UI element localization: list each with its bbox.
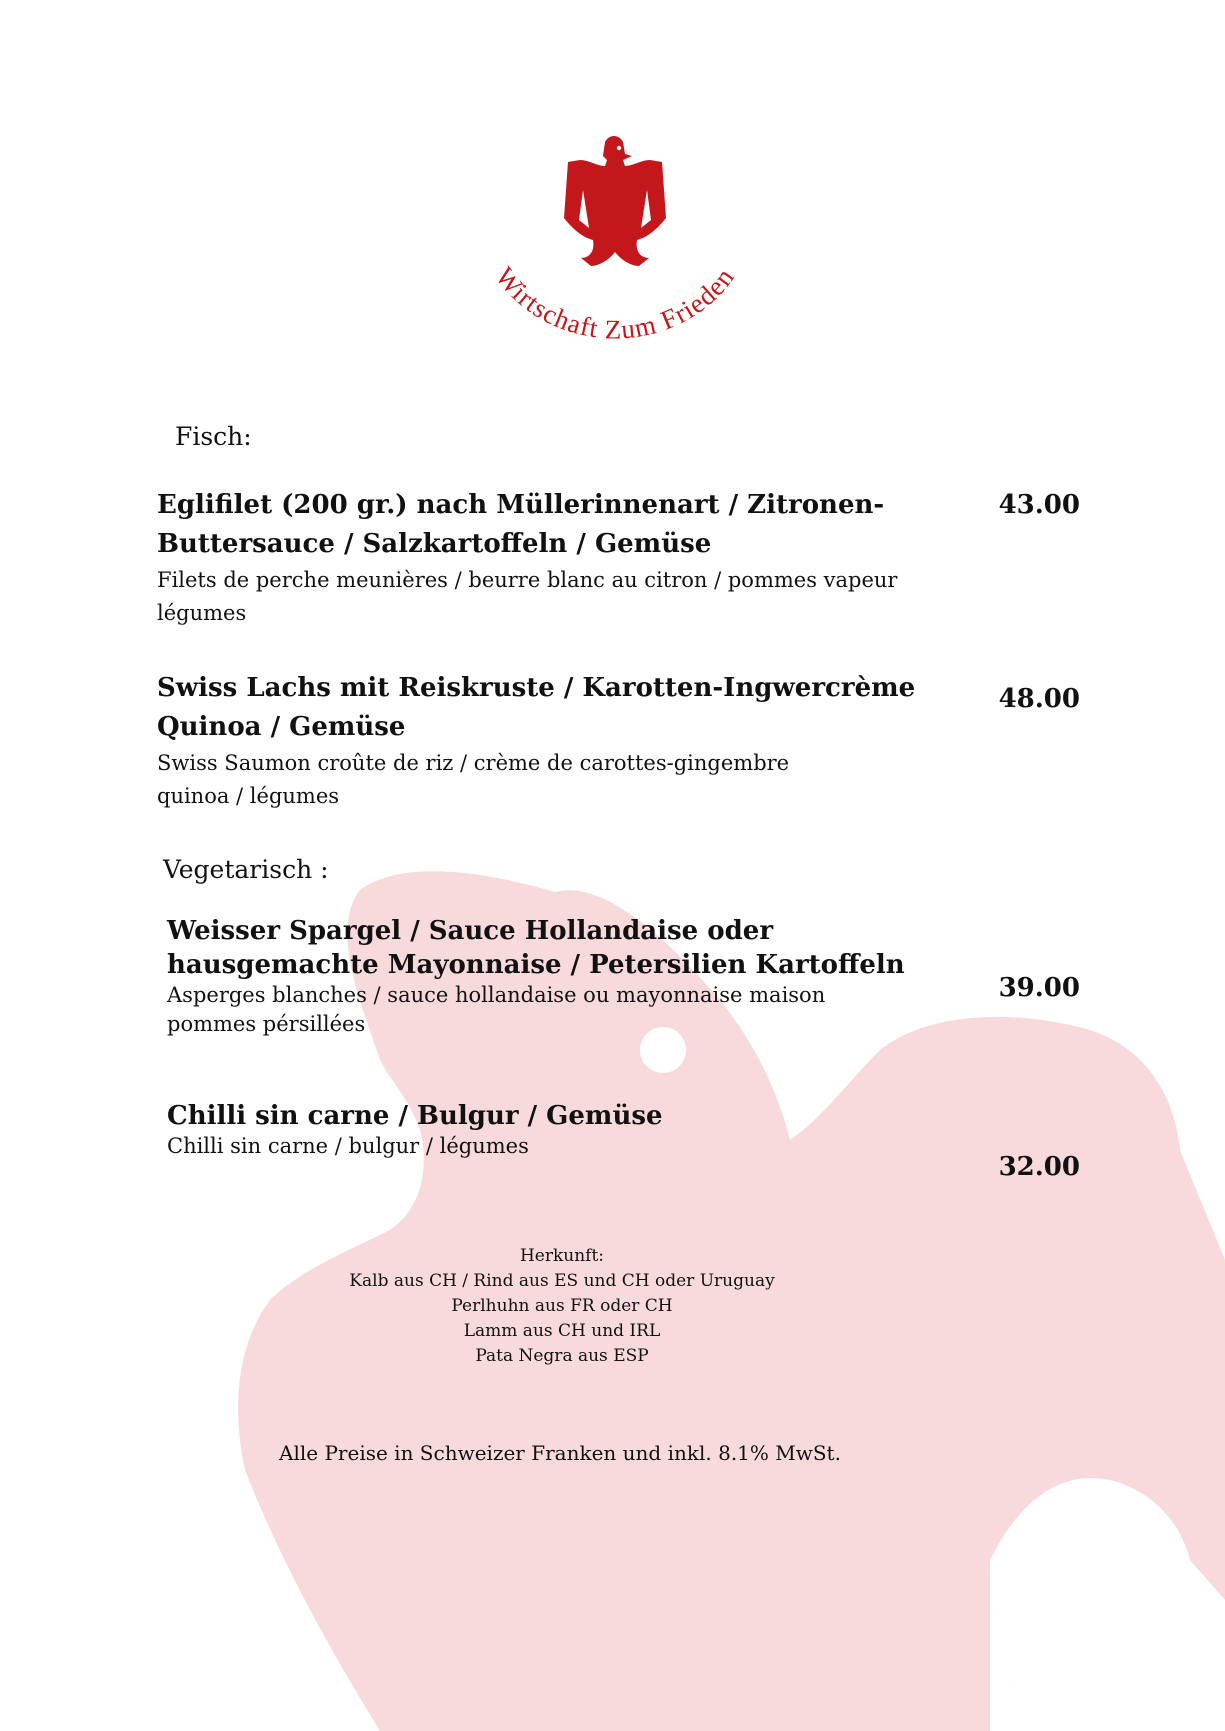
origin-line: Perlhuhn aus FR oder CH bbox=[451, 1296, 673, 1316]
dish-price: 43.00 bbox=[998, 490, 1080, 520]
dish-title: Eglifilet (200 gr.) nach Müllerinnenart / Zitronen-Buttersauce / Salzkartoffeln / Gemüse bbox=[157, 490, 885, 559]
dish-price: 39.00 bbox=[998, 973, 1080, 1003]
dish-title: Chilli sin carne / Bulgur / Gemüse bbox=[167, 1101, 663, 1131]
dish-subtitle: Swiss Saumon croûte de riz / crème de carottes-gingembre quinoa / légumes bbox=[157, 751, 790, 808]
dish-subtitle: Chilli sin carne / bulgur / légumes bbox=[167, 1134, 529, 1158]
origin-line: Lamm aus CH und IRL bbox=[463, 1321, 661, 1341]
dish-title: Swiss Lachs mit Reiskruste / Karotten-Ingwercrème Quinoa / Gemüse bbox=[157, 673, 916, 742]
origin-heading: Herkunft: bbox=[519, 1246, 605, 1266]
dish-subtitle: Filets de perche meunières / beurre blanc au citron / pommes vapeur légumes bbox=[157, 568, 898, 625]
dish-price: 32.00 bbox=[998, 1152, 1080, 1182]
origin-line: Pata Negra aus ESP bbox=[475, 1346, 649, 1366]
dish-price: 48.00 bbox=[998, 684, 1080, 714]
origin-block bbox=[312, 1244, 812, 1369]
origin-line: Kalb aus CH / Rind aus ES und CH oder Uruguay bbox=[349, 1271, 775, 1291]
price-note: Alle Preise in Schweizer Franken und inkl. 8.1% MwSt. bbox=[279, 1441, 841, 1465]
dish-subtitle: Asperges blanches / sauce hollandaise ou mayonnaise maison pommes pérsillées bbox=[167, 983, 826, 1036]
brand-name-text: Wirtschaft Zum Frieden bbox=[489, 261, 741, 345]
section-heading-fish: Fisch: bbox=[175, 422, 252, 451]
dish-title: Weisser Spargel / Sauce Hollandaise oder hausgemachte Mayonnaise / Petersilien Kartoffeln bbox=[167, 916, 905, 980]
section-heading-vegetarian: Vegetarisch : bbox=[163, 855, 329, 884]
